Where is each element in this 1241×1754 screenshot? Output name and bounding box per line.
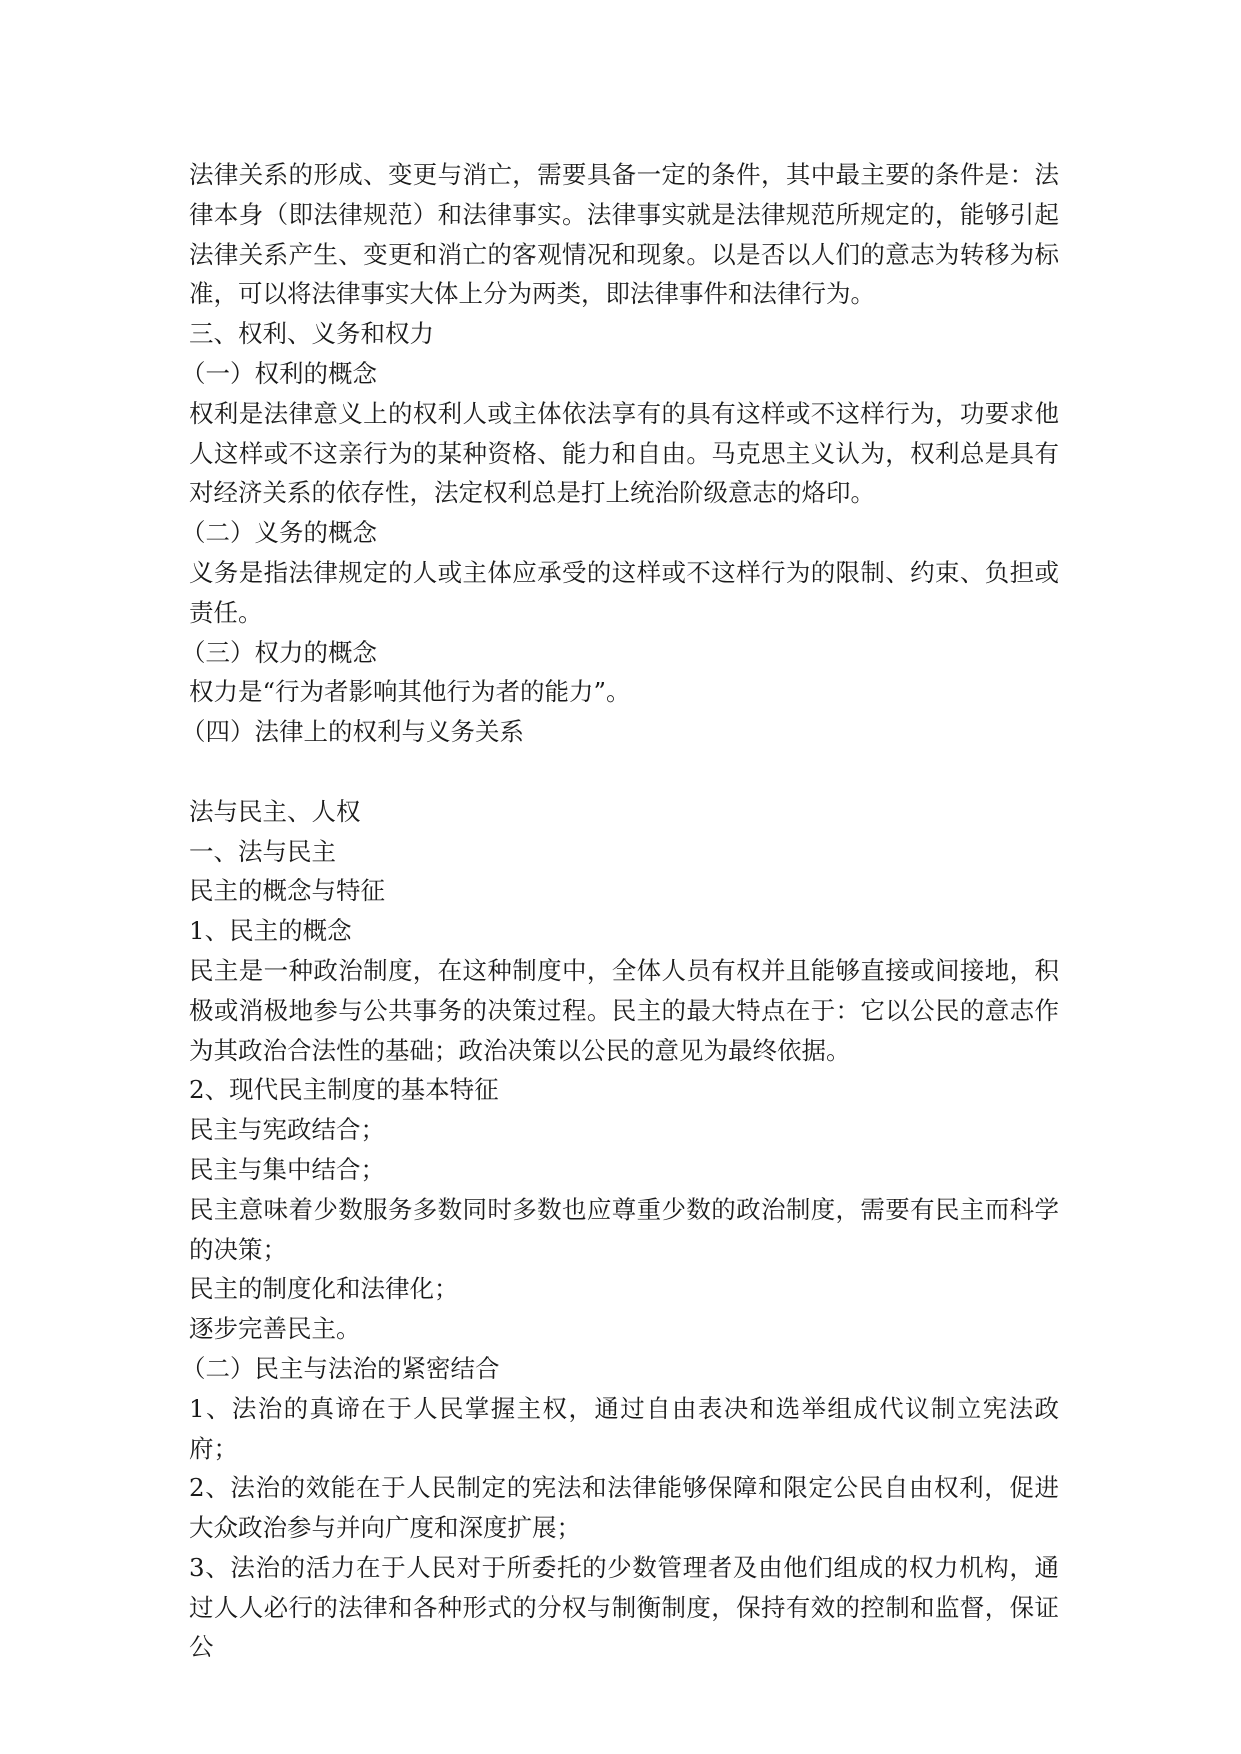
subsection-heading: （二）义务的概念	[181, 518, 377, 548]
section-heading: 1、民主的概念	[189, 916, 352, 946]
section-heading: 三、权利、义务和权力	[189, 319, 434, 349]
section-heading: 民主的制度化和法律化；	[189, 1274, 459, 1304]
body-paragraph: 义务是指法律规定的人或主体应承受的这样或不这样行为的限制、约束、负担或责任。	[189, 557, 1059, 627]
blank-line	[189, 752, 1059, 792]
subsection-heading: （三）权力的概念	[181, 637, 377, 667]
subsection-heading: （一）权利的概念	[181, 358, 377, 388]
section-heading: 民主与宪政结合；	[189, 1115, 385, 1145]
section-heading: 法与民主、人权	[189, 796, 361, 826]
document-body	[181, 155, 1059, 1667]
section-heading: 2、现代民主制度的基本特征	[189, 1075, 499, 1105]
subsection-heading: （四）法律上的权利与义务关系	[181, 717, 524, 747]
section-heading: 一、法与民主	[189, 836, 336, 866]
body-paragraph: 民主意味着少数服务多数同时多数也应尊重少数的政治制度，需要有民主而科学的决策；	[189, 1194, 1059, 1264]
body-paragraph: 权力是“行为者影响其他行为者的能力”。	[189, 677, 631, 707]
body-paragraph: 权利是法律意义上的权利人或主体依法享有的具有这样或不这样行为，功要求他人这样或不这亲行为的某种资格、能力和自由。马克思主义认为，权利总是具有对经济关系的依存性，法定权利总是打上统治阶级意志的烙印。	[189, 398, 1059, 508]
body-paragraph: 民主是一种政治制度，在这种制度中，全体人员有权并且能够直接或间接地，积极或消极地参与公共事务的决策过程。民主的最大特点在于：它以公民的意志作为其政治合法性的基础；政治决策以公民的意见为最终依据。	[189, 955, 1059, 1065]
body-paragraph: 2、法治的效能在于人民制定的宪法和法律能够保障和限定公民自由权利，促进大众政治参与并向广度和深度扩展；	[189, 1473, 1059, 1543]
body-paragraph: 3、法治的活力在于人民对于所委托的少数管理者及由他们组成的权力机构，通过人人必行的法律和各种形式的分权与制衡制度，保持有效的控制和监督，保证公	[189, 1552, 1059, 1662]
section-heading: 逐步完善民主。	[189, 1314, 361, 1344]
section-heading: 民主与集中结合；	[189, 1154, 385, 1184]
section-heading: 民主的概念与特征	[189, 876, 385, 906]
body-paragraph: 1、法治的真谛在于人民掌握主权，通过自由表决和选举组成代议制立宪法政府；	[189, 1393, 1059, 1463]
body-paragraph: 法律关系的形成、变更与消亡，需要具备一定的条件，其中最主要的条件是：法律本身（即法律规范）和法律事实。法律事实就是法律规范所规定的，能够引起法律关系产生、变更和消亡的客观情况和现象。以是否以人们的意志为转移为标准，可以将法律事实大体上分为两类，即法律事件和法律行为。	[189, 160, 1059, 309]
subsection-heading: （二）民主与法治的紧密结合	[181, 1353, 500, 1383]
